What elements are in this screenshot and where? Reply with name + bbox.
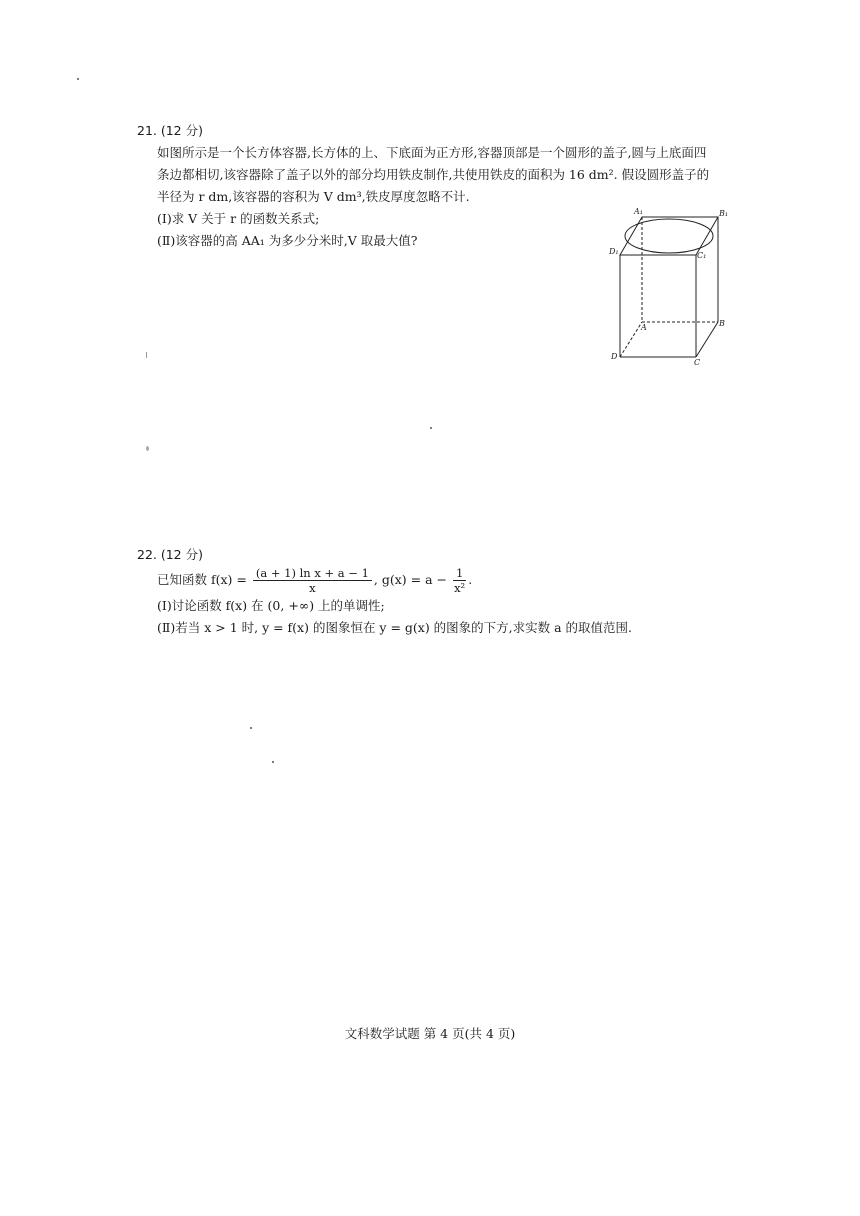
g-fraction: [453, 566, 466, 595]
label-A1: A₁: [634, 207, 643, 216]
edge-DA-hidden: [620, 322, 642, 357]
cuboid-figure: [600, 205, 750, 365]
label-D1: D₁: [609, 247, 619, 256]
label-C: C: [694, 358, 701, 365]
label-B1: B₁: [719, 209, 729, 218]
scan-speck: [430, 427, 432, 429]
question-22-stem: [137, 566, 757, 595]
label-C1: C₁: [697, 251, 707, 260]
scan-speck: [77, 78, 79, 80]
page-footer: 文科数学试题 第 4 页(共 4 页): [344, 1026, 516, 1041]
scan-speck: [146, 446, 149, 451]
top-face: [620, 217, 718, 255]
function-g-prefix: , g(x) = a −: [373, 572, 447, 587]
g-numerator: 1: [453, 566, 466, 581]
label-D: D: [611, 352, 618, 361]
lid-circle: [625, 219, 713, 253]
question-22-part-2: (Ⅱ)若当 x > 1 时, y = f(x) 的图象恒在 y = g(x) 的图象的下方,求实数 a 的取值范围.: [157, 620, 633, 635]
scan-speck: [146, 352, 147, 358]
f-numerator: (a + 1) ln x + a − 1: [253, 566, 372, 581]
f-fraction: [253, 566, 372, 595]
label-A: A: [641, 323, 647, 332]
label-B: B: [719, 319, 725, 328]
question-21-stem-line-2: 条边都相切,该容器除了盖子以外的部分均用铁皮制作,共使用铁皮的面积为 16 dm². 假设圆形盖子的: [157, 167, 710, 182]
question-22-header: 22. (12 分): [137, 547, 203, 562]
function-g-suffix: .: [468, 572, 473, 587]
f-denominator: x: [309, 581, 316, 595]
question-21-header: 21. (12 分): [137, 123, 203, 138]
scan-speck: [272, 761, 274, 763]
edge-CB: [696, 322, 718, 357]
question-22-part-1: (Ⅰ)讨论函数 f(x) 在 (0, +∞) 上的单调性;: [157, 598, 385, 613]
question-21-stem-line-3: 半径为 r dm,该容器的容积为 V dm³,铁皮厚度忽略不计.: [157, 189, 470, 204]
scan-speck: [250, 727, 252, 729]
question-21-part-1: (Ⅰ)求 V 关于 r 的函数关系式;: [157, 211, 320, 226]
question-22: [137, 544, 757, 639]
g-denominator: x²: [454, 581, 466, 595]
question-21-stem-line-1: 如图所示是一个长方体容器,长方体的上、下底面为正方形,容器顶部是一个圆形的盖子,圆与上底面四: [157, 145, 707, 160]
question-21-part-2: (Ⅱ)该容器的高 AA₁ 为多少分米时,V 取最大值?: [157, 233, 418, 248]
function-f-prefix: 已知函数 f(x) =: [157, 572, 247, 587]
